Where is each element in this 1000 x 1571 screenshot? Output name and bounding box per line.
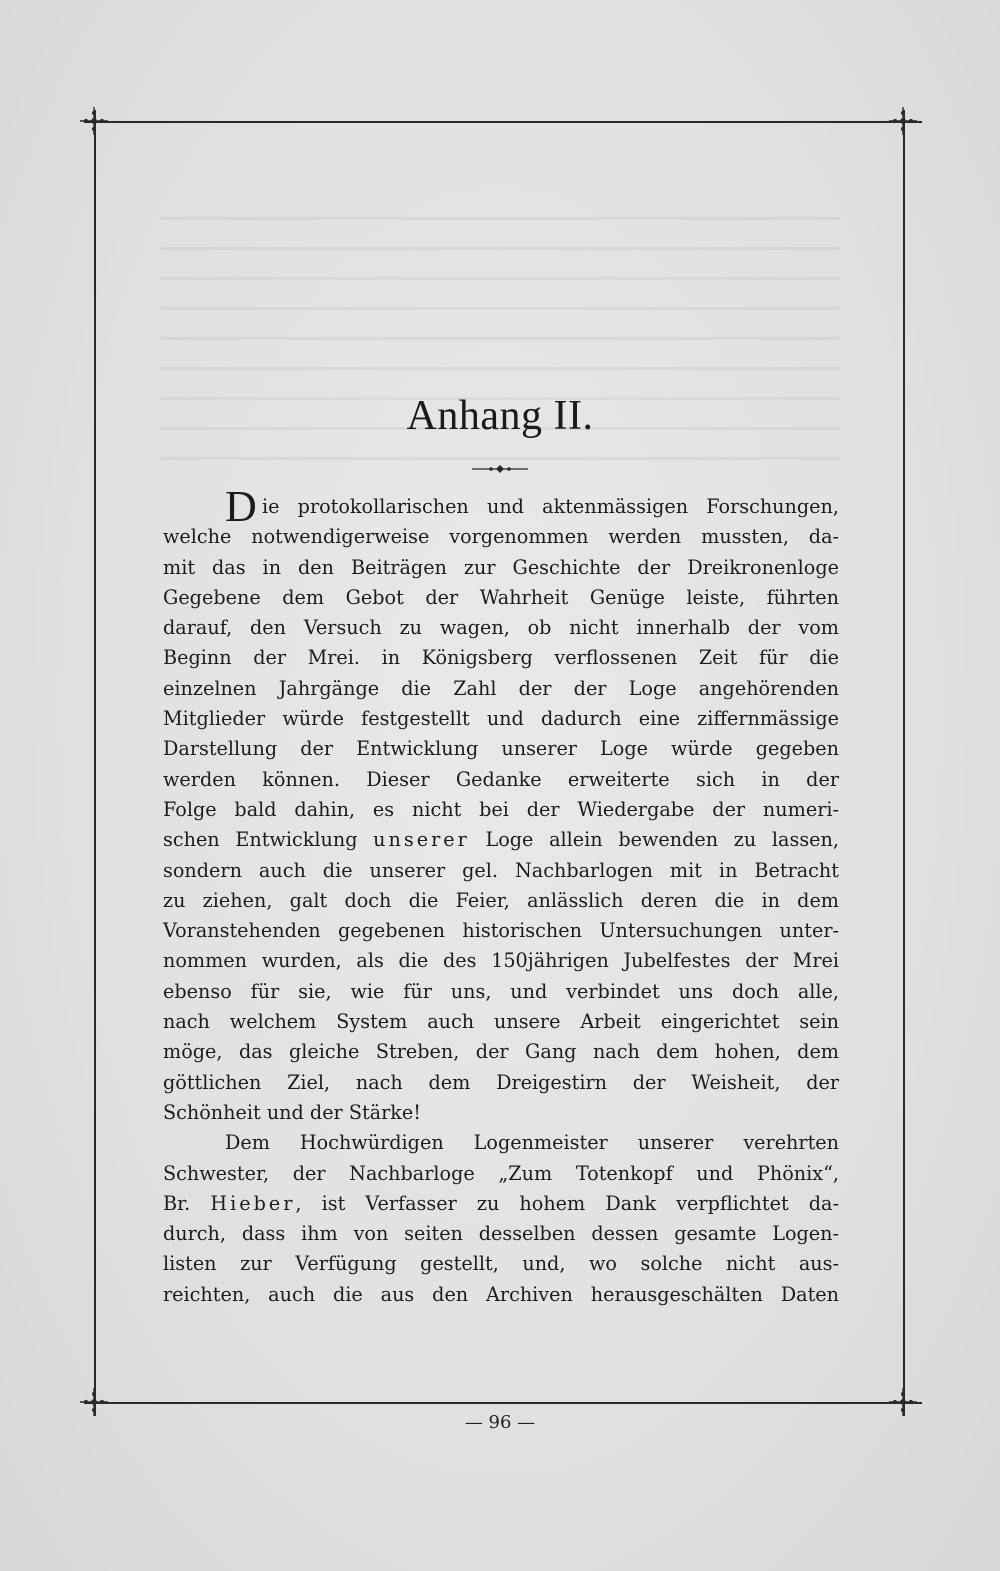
- bleed-through-texture: [160, 195, 840, 485]
- text-line: reichten, auch die aus den Archiven herausgeschälten Daten: [163, 1282, 839, 1306]
- section-title: Anhang II.: [406, 393, 594, 439]
- text-fragment: schen Entwicklung: [163, 828, 374, 852]
- paragraph-end-line: Schönheit und der Stärke!: [163, 1100, 421, 1124]
- page-number: — 96 —: [464, 1412, 536, 1433]
- text-line: einzelnen Jahrgänge die Zahl der der Loge angehörenden: [163, 676, 839, 700]
- drop-cap: D: [225, 482, 257, 531]
- text-line-1: [163, 482, 839, 531]
- emphasized-word: unserer: [373, 828, 470, 852]
- text-line: darauf, den Versuch zu wagen, ob nicht innerhalb der vom: [163, 616, 839, 640]
- first-line-text: ie protokollarischen und aktenmässigen Forschungen,: [262, 495, 839, 518]
- frame-right-rule: [903, 110, 905, 1416]
- paragraph-2-first-line: Dem Hochwürdigen Logenmeister unserer verehrten: [225, 1131, 839, 1155]
- text-line: Mitglieder würde festgestellt und dadurch eine ziffernmässige: [163, 707, 839, 731]
- text-fragment: Loge allein bewenden zu lassen,: [469, 828, 839, 852]
- text-line: göttlichen Ziel, nach dem Dreigestirn der Weisheit, der: [163, 1070, 839, 1094]
- text-line-spaced-word: [163, 1189, 839, 1219]
- frame-top-rule: [84, 121, 922, 123]
- text-line: durch, dass ihm von seiten desselben dessen gesamte Logen-: [163, 1222, 839, 1246]
- text-line: nommen wurden, als die des 150jährigen Jubelfestes der Mrei: [163, 949, 839, 973]
- text-line: nach welchem System auch unsere Arbeit eingerichtet sein: [163, 1010, 839, 1034]
- text-line: Beginn der Mrei. in Königsberg verflossenen Zeit für die: [163, 646, 839, 670]
- text-line: sondern auch die unserer gel. Nachbarlogen mit in Betracht: [163, 858, 839, 882]
- frame-left-rule: [94, 110, 96, 1416]
- text-line: welche notwendigerweise vorgenommen werden mussten, da-: [163, 525, 839, 549]
- text-line: Gegebene dem Gebot der Wahrheit Genüge leiste, führten: [163, 585, 839, 609]
- text-line: Voranstehenden gegebenen historischen Untersuchungen unter-: [163, 919, 839, 943]
- text-line: mit das in den Beiträgen zur Geschichte der Dreikronenloge: [163, 555, 839, 579]
- body-text: [163, 482, 839, 1310]
- text-line: ebenso für sie, wie für uns, und verbindet uns doch alle,: [163, 979, 839, 1003]
- text-line: listen zur Verfügung gestellt, und, wo solche nicht aus-: [163, 1252, 839, 1276]
- text-line: zu ziehen, galt doch die Feier, anlässlich deren die in dem: [163, 888, 839, 912]
- corner-ornament-top-left-icon: [78, 105, 110, 137]
- text-fragment: Br.: [163, 1191, 211, 1215]
- frame-bottom-rule: [84, 1402, 922, 1404]
- corner-ornament-top-right-icon: [887, 105, 919, 137]
- title-divider-ornament-icon: [470, 460, 530, 472]
- text-line: Schwester, der Nachbarloge „Zum Totenkopf und Phönix“,: [163, 1161, 839, 1185]
- text-fragment: , ist Verfasser zu hohem Dank verpflichtet da-: [295, 1191, 839, 1215]
- emphasized-name: Hieber: [210, 1191, 296, 1215]
- text-line: möge, das gleiche Streben, der Gang nach dem hohen, dem: [163, 1040, 839, 1064]
- text-line: Folge bald dahin, es nicht bei der Wiedergabe der numeri-: [163, 797, 839, 821]
- text-line: Darstellung der Entwicklung unserer Loge würde gegeben: [163, 737, 839, 761]
- text-line: werden können. Dieser Gedanke erweiterte sich in der: [163, 767, 839, 791]
- text-line-spaced-word: [163, 825, 839, 855]
